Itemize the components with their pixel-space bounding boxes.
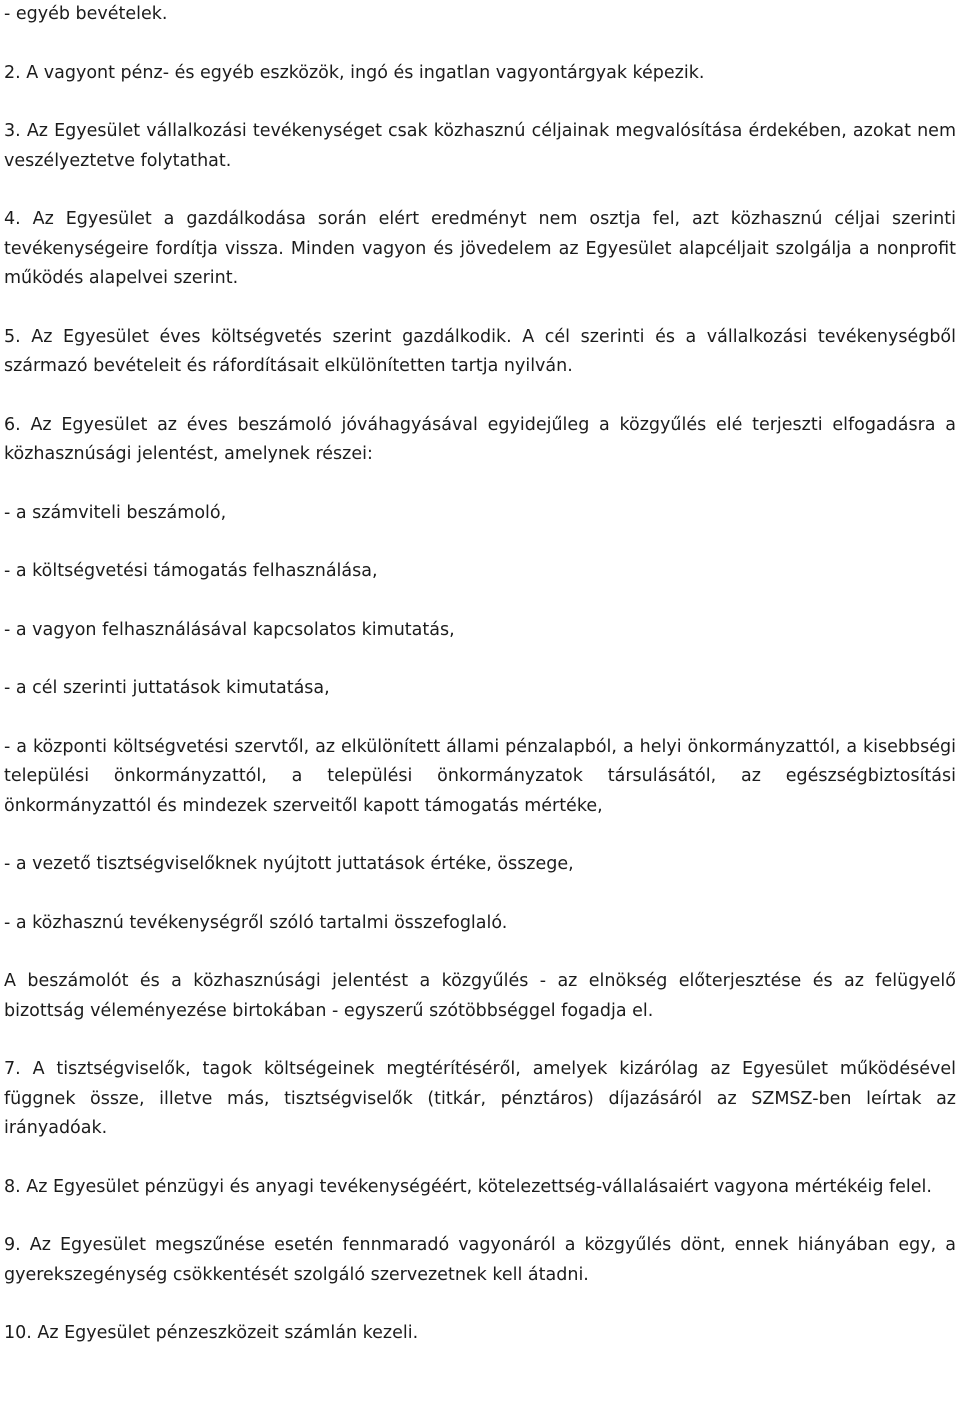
paragraph-9: 9. Az Egyesület megszűnése esetén fennmaradó vagyonáról a közgyűlés dönt, ennek hiányában egy, a gyerekszegénység csökkentését szolgáló szervezetnek kell átadni. [4, 1235, 956, 1285]
list-item-allowances: - a cél szerinti juttatások kimutatása, [4, 678, 330, 698]
list-item-accounting-report: - a számviteli beszámoló, [4, 502, 227, 523]
paragraph-4: 4. Az Egyesület a gazdálkodása során elért eredményt nem osztja fel, azt közhasznú céljai szerinti tevékenységeire fordítja vissza. Minden vagyon és jövedelem az Egyesület alapcéljait szolgálja a nonprofit működés alapelvei szerint. [4, 209, 956, 288]
list-item-budget-support: - a költségvetési támogatás felhasználása, [4, 561, 378, 581]
paragraph-other-income: - egyéb bevételek. [4, 4, 168, 24]
paragraph-approval: A beszámolót és a közhasznúsági jelentést a közgyűlés - az elnökség előterjesztése és az felügyelő bizottság véleményezése birtokában - egyszerű szótöbbséggel fogadja el. [4, 971, 956, 1021]
paragraph-10: 10. Az Egyesület pénzeszközeit számlán kezeli. [4, 1323, 419, 1343]
list-item-received-support: - a központi költségvetési szervtől, az elkülönített állami pénzalapból, a helyi önkormányzattól, a kisebbségi települési önkormányzattól, a települési önkormányzatok társulásától, az egészségbiztosítási önkormányzattól és mindezek szerveitől kapott támogatás mértéke, [4, 736, 956, 816]
paragraph-2: 2. A vagyont pénz- és egyéb eszközök, ingó és ingatlan vagyontárgyak képezik. [4, 62, 705, 83]
paragraph-7: 7. A tisztségviselők, tagok költségeinek megtérítéséről, amelyek kizárólag az Egyesület működésével függnek össze, illetve más, tisztségviselők (titkár, pénztáros) díjazásáról az SZMSZ-ben leírtak az irányadóak. [4, 1059, 956, 1138]
paragraph-8: 8. Az Egyesület pénzügyi és anyagi tevékenységéért, kötelezettség-vállalásaiért vagyona mértékéig felel. [4, 1176, 932, 1197]
list-item-officer-benefits: - a vezető tisztségviselőknek nyújtott juttatások értéke, összege, [4, 854, 574, 874]
document-page [4, 0, 956, 1349]
list-item-asset-usage: - a vagyon felhasználásával kapcsolatos kimutatás, [4, 619, 455, 640]
paragraph-5: 5. Az Egyesület éves költségvetés szerint gazdálkodik. A cél szerinti és a vállalkozási tevékenységből származó bevételeit és ráfordításait elkülönítetten tartja nyilván. [4, 326, 956, 376]
paragraph-6: 6. Az Egyesület az éves beszámoló jóváhagyásával egyidejűleg a közgyűlés elé terjeszti elfogadásra a közhasznúsági jelentést, amelynek részei: [4, 414, 956, 464]
list-item-activity-summary: - a közhasznú tevékenységről szóló tartalmi összefoglaló. [4, 912, 508, 933]
paragraph-3: 3. Az Egyesület vállalkozási tevékenységet csak közhasznú céljainak megvalósítása érdekében, azokat nem veszélyeztetve folytathat. [4, 121, 956, 171]
